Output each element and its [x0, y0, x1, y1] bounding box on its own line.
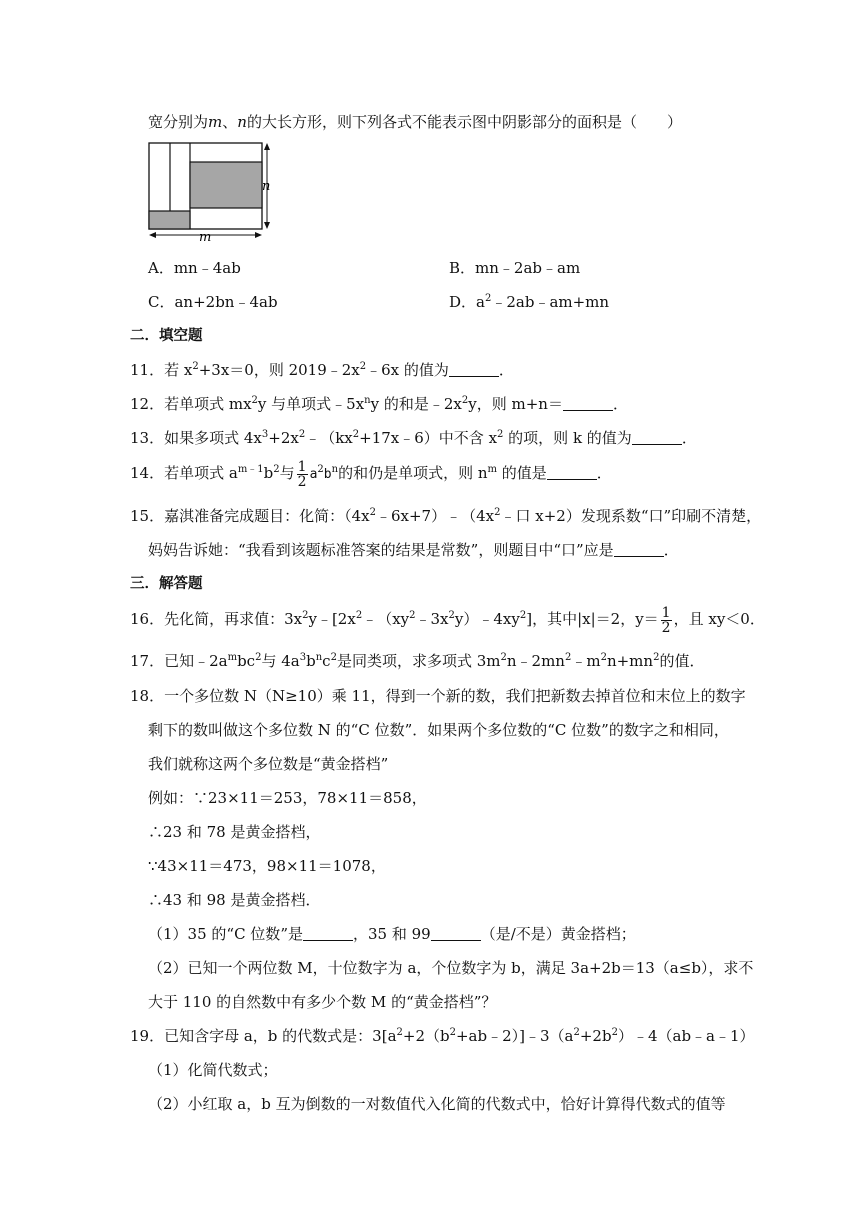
sup: 2	[500, 652, 507, 663]
question-19-part-1: （1）化简代数式；	[148, 1061, 278, 1079]
q13-text-3: ﹣（kx	[305, 429, 353, 447]
sup: 2	[519, 610, 527, 621]
q13-text-4: +17x﹣6）中不含 x	[359, 429, 498, 447]
fraction-one-half	[297, 460, 308, 489]
q13-text-5: 的项，则 k 的值为	[503, 429, 632, 447]
q11-text-2: +3x＝0，则 2019﹣2x	[198, 361, 360, 379]
question-14	[130, 458, 612, 490]
sup: n	[364, 395, 371, 406]
question-18-line-5: ∴23 和 78 是黄金搭档，	[148, 823, 321, 841]
sup: 2	[255, 652, 262, 663]
sup: 2	[317, 464, 324, 475]
q10-option-b: B．mn﹣2ab﹣am	[449, 259, 581, 277]
question-number: 13．	[130, 429, 165, 447]
q10-option-a: A．mn﹣4ab	[148, 259, 241, 277]
question-number: 14．	[130, 464, 165, 482]
arrow-head-up	[264, 143, 270, 150]
shaded-region-top	[190, 162, 262, 208]
sup: m	[487, 464, 497, 475]
question-16	[130, 604, 765, 635]
q11-text-3: ﹣6x 的值为	[366, 361, 449, 379]
numerator: 1	[297, 458, 307, 475]
question-number: 16．	[130, 610, 165, 628]
rectangle-diagram	[146, 141, 276, 241]
q10-option-d	[449, 292, 609, 312]
q11-text-1: 若 x	[164, 361, 193, 379]
question-number: 11．	[130, 361, 165, 379]
sup: 2	[396, 1027, 403, 1038]
question-18-line-2: 剩下的数叫做这个多位数 N 的“C 位数”．如果两个多位数的“C 位数”的数字之和相同，	[148, 721, 729, 739]
q10-option-d-prefix: D．a	[449, 293, 485, 311]
q14-end: ．	[596, 464, 612, 482]
q16-text-7: ，且 xy＜0．	[673, 610, 765, 628]
sup: 2	[494, 507, 501, 518]
question-number: 15．	[130, 507, 165, 525]
q12-text-3: y 的和是﹣2x	[370, 395, 462, 413]
question-19-part-2: （2）小红取 a，b 互为倒数的一对数值代入化简的代数式中，恰好计算得代数式的值等	[148, 1095, 726, 1113]
q16-text-3: ﹣（xy	[362, 610, 410, 628]
q18-part1-text-1: （1）35 的“C 位数”是	[148, 925, 303, 943]
q10-option-c: C．an+2bn﹣4ab	[148, 293, 278, 311]
q13-end: ．	[681, 429, 697, 447]
q10-stem	[148, 112, 682, 132]
sup: 2	[192, 361, 199, 372]
question-number: 12．	[130, 395, 165, 413]
sup: n	[331, 464, 339, 475]
question-15-line-1	[130, 506, 761, 526]
q14-text-4: a	[309, 467, 318, 482]
question-18-line-4: 例如：∵23×11＝253，78×11＝858，	[148, 789, 427, 807]
q14-text-7: 的值是	[497, 464, 547, 482]
q17-text-9: n+mn	[606, 652, 654, 670]
question-19	[130, 1026, 755, 1046]
q14-text-3: 与	[279, 464, 295, 482]
q10-var-n: n	[237, 113, 247, 131]
question-18-part-2-cont: 大于 110 的自然数中有多少个数 M 的“黄金搭档”？	[148, 993, 497, 1011]
answer-blank[interactable]	[303, 926, 353, 941]
q10-stem-rest: 的大长方形，则下列各式不能表示图中阴影部分的面积是（ ）	[246, 113, 682, 131]
question-12	[130, 394, 628, 414]
sup: 2	[298, 429, 306, 440]
label-m: m	[199, 230, 212, 241]
q10-stem-text: 宽分别为	[148, 113, 209, 131]
q17-text-4: b	[306, 652, 316, 670]
question-18-part-2: （2）已知一个两位数 M，十位数字为 a，个位数字为 b，满足 3a+2b＝13（a≤b），求不	[148, 959, 754, 977]
q14-text-6: 的和仍是单项式，则 n	[338, 464, 488, 482]
answer-blank[interactable]	[547, 465, 597, 480]
q12-text-4: y，则 m+n＝	[468, 395, 563, 413]
question-11	[130, 360, 514, 380]
sup: 2	[600, 652, 607, 663]
sup: 2	[449, 1027, 456, 1038]
arrow-head-down	[264, 222, 270, 229]
sup: 2	[484, 293, 492, 304]
fraction-one-half	[661, 606, 672, 635]
q12-text-2: y 与单项式﹣5x	[257, 395, 365, 413]
q15-text-3: ﹣口 x+2）发现系数“口”印刷不清楚，	[500, 507, 762, 525]
question-18-line-1	[130, 686, 746, 706]
sup: 2	[564, 652, 572, 663]
sup: 2	[448, 610, 455, 621]
sup: 2	[352, 429, 360, 440]
q19-text-2: +2（b	[402, 1027, 450, 1045]
q14-text-5: b	[323, 467, 332, 482]
q15-text-1: 嘉淇准备完成题目：化简：（4x	[164, 507, 370, 525]
sup: 2	[302, 610, 309, 621]
sup: 2	[355, 610, 363, 621]
q17-text-6: 是同类项，求多项式 3m	[336, 652, 501, 670]
sup: m﹣1	[237, 464, 264, 475]
q11-end: ．	[498, 361, 514, 379]
sup: 2	[611, 1027, 618, 1038]
q18-part1-text-3: （是/不是）黄金搭档；	[480, 925, 636, 943]
q17-text-10: 的值．	[659, 652, 705, 670]
q16-text-1: 先化简，再求值：3x	[164, 610, 303, 628]
question-17	[130, 651, 704, 671]
section-fill-in: 二．填空题	[130, 328, 203, 344]
denominator: 2	[297, 473, 307, 490]
answer-blank[interactable]	[563, 396, 613, 411]
q10-var-m: m	[208, 113, 223, 131]
sup: 2	[409, 610, 416, 621]
q15-text-4: 妈妈告诉她：“我看到该题标准答案的结果是常数”，则题目中“口”应是	[148, 541, 614, 559]
sup: m	[227, 652, 238, 663]
numerator: 1	[661, 604, 671, 621]
q19-text-5: ）﹣4（ab﹣a﹣1）	[617, 1027, 755, 1045]
sup: 2	[497, 429, 504, 440]
denominator: 2	[661, 619, 671, 636]
sup: 3	[261, 429, 269, 440]
sup: 2	[369, 507, 376, 518]
arrow-head-right	[255, 232, 262, 238]
answer-blank[interactable]	[632, 430, 682, 445]
q17-text-1: 已知﹣2a	[164, 652, 228, 670]
question-18-part-1	[148, 924, 636, 944]
question-18-line-3: 我们就称这两个多位数是“黄金搭档”	[148, 755, 389, 773]
q15-end: ．	[663, 541, 679, 559]
q10-figure	[146, 141, 276, 245]
q16-text-4: ﹣3x	[415, 610, 449, 628]
sup: 2	[573, 1027, 580, 1038]
shaded-region-bottom	[149, 211, 190, 229]
q17-text-3: 与 4a	[261, 652, 300, 670]
question-13	[130, 428, 697, 448]
sup: 2	[461, 395, 469, 406]
q13-text-1: 如果多项式 4x	[164, 429, 262, 447]
q15-text-2: ﹣6x+7）﹣（4x	[375, 507, 495, 525]
sup: 3	[299, 652, 307, 663]
answer-blank[interactable]	[449, 362, 499, 377]
question-18-line-6: ∵43×11＝473，98×11＝1078，	[148, 857, 386, 875]
q17-text-8: ﹣m	[571, 652, 601, 670]
q17-text-5: c	[322, 652, 331, 670]
label-n: n	[262, 179, 271, 194]
q17-text-7: n﹣2mn	[506, 652, 565, 670]
sup: n	[315, 652, 323, 663]
answer-blank[interactable]	[431, 926, 481, 941]
sup: 2	[330, 652, 337, 663]
q18-text-1: 一个多位数 N（N≥10）乘 11，得到一个新的数，我们把新数去掉首位和末位上的数字	[164, 687, 746, 705]
q13-text-2: +2x	[268, 429, 299, 447]
arrow-head-left	[149, 232, 156, 238]
section-solutions: 三．解答题	[130, 576, 203, 592]
sup: 2	[359, 361, 367, 372]
q19-text-4: +2b	[579, 1027, 612, 1045]
q14-text-2: b	[263, 464, 274, 482]
answer-blank[interactable]	[614, 542, 664, 557]
sup: 2	[251, 395, 258, 406]
q17-text-2: bc	[237, 652, 256, 670]
question-number: 19．	[130, 1027, 165, 1045]
question-number: 17．	[130, 652, 165, 670]
q12-end: ．	[612, 395, 628, 413]
question-18-line-7: ∴43 和 98 是黄金搭档．	[148, 891, 321, 909]
q10-sep: 、	[222, 113, 238, 131]
q18-part1-text-2: ，35 和 99	[352, 925, 431, 943]
q14-text-1: 若单项式 a	[164, 464, 238, 482]
sup: 2	[653, 652, 660, 663]
q10-option-d-rest: ﹣2ab﹣am+mn	[491, 293, 610, 311]
q19-text-3: +ab﹣2）]﹣3（a	[455, 1027, 574, 1045]
q19-text-1: 已知含字母 a，b 的代数式是：3[a	[164, 1027, 397, 1045]
sup: 2	[273, 464, 280, 475]
q16-text-2: y﹣[2x	[308, 610, 356, 628]
q16-text-6: ]，其中|x|＝2，y＝	[526, 610, 659, 628]
question-number: 18．	[130, 687, 165, 705]
question-15-line-2	[148, 540, 679, 560]
q16-text-5: y）﹣4xy	[454, 610, 520, 628]
q12-text-1: 若单项式 mx	[164, 395, 252, 413]
